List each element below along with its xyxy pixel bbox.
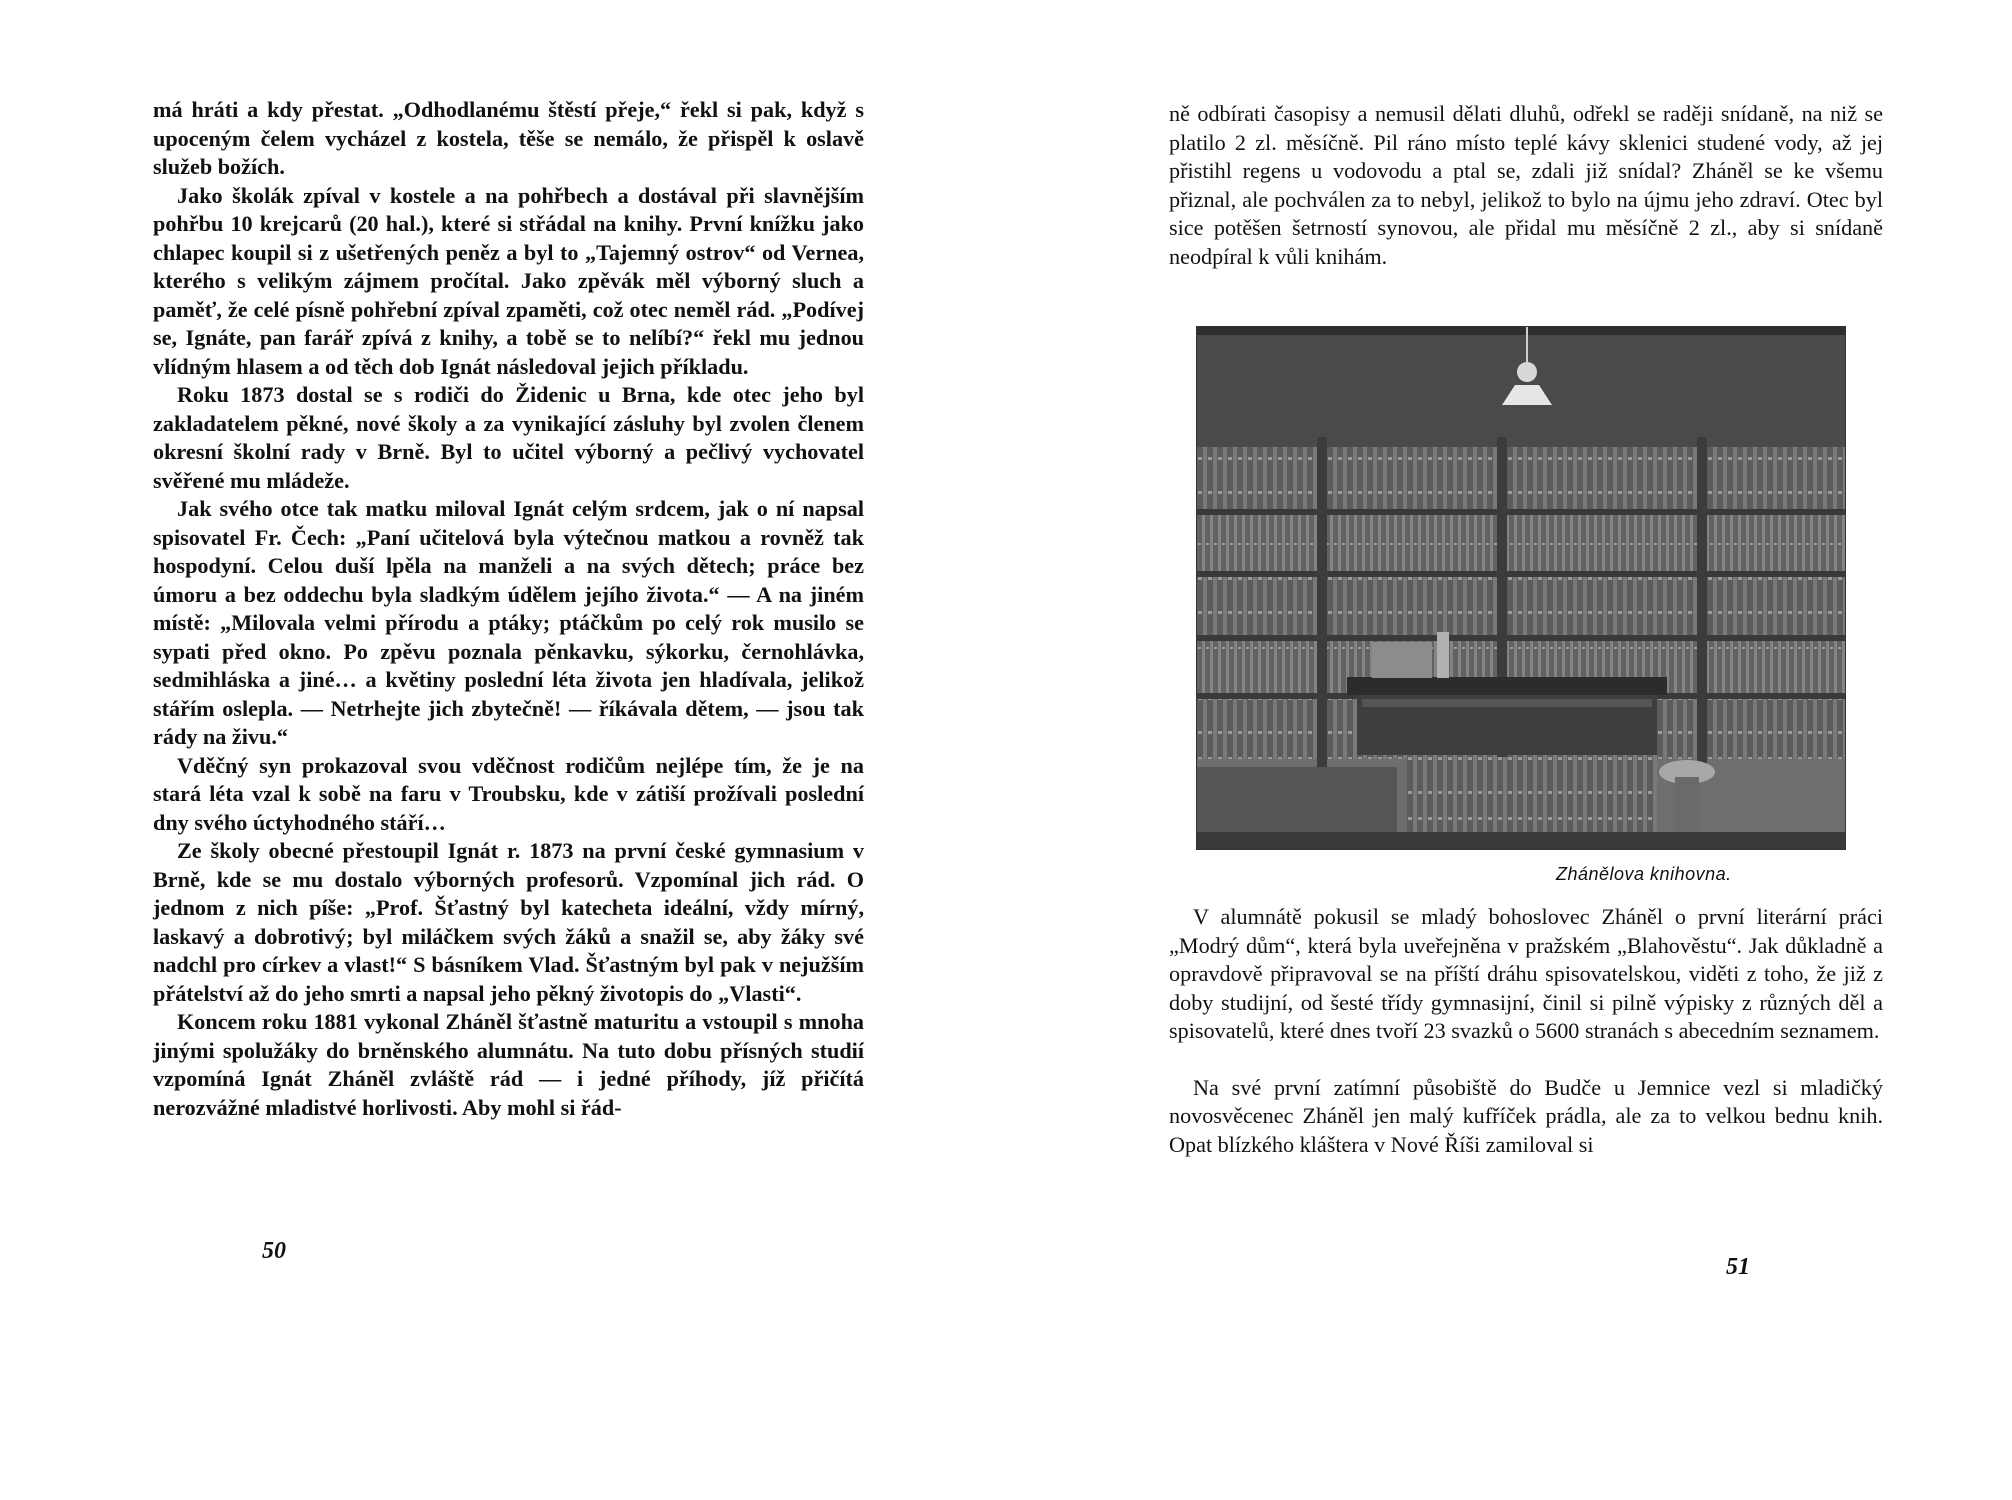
left-page-text xyxy=(153,96,864,1122)
paragraph: Jak svého otce tak matku miloval Ignát celým srdcem, jak o ní napsal spisovatel Fr. Čech: „Paní učitelová byla výtečnou matkou a rovněž tak hospodyní. Celou duší lpěla na manželi a na svých dětech; práce bez úmoru a bez oddechu byla sladkým údělem jejího života.“ — A na jiném místě: „Milovala velmi přírodu a ptáky; ptáčkům po celý rok musilo se sypati před okno. Po zpěvu poznala pěnkavku, sýkorku, černohlávka, sedmihláska a jiné… a květiny poslední léta života jen hladívala, jelikož stářím oslepla. — Netrhejte jich zbytečně! — říkávala dětem, — jsou tak rády na živu.“ xyxy=(153,496,864,749)
paragraph: Vděčný syn prokazoval svou vděčnost rodičům nejlépe tím, že je na stará léta vzal k sobě na faru v Troubsku, kde v zátiší prožívali poslední dny svého úctyhodného stáří… xyxy=(153,752,864,835)
right-page-text-top xyxy=(1169,100,1883,271)
page-number-right: 51 xyxy=(1726,1254,1750,1280)
paragraph: Roku 1873 dostal se s rodiči do Židenic u Brna, kde otec jeho byl zakladatelem pěkné, nové školy a za vynikající zásluhy byl zvolen členem okresní školní rady v Brně. Byl to učitel výborný a pečlivý vychovatel svěřené mu mládeže. xyxy=(153,382,864,493)
paragraph: V alumnátě pokusil se mladý bohoslovec Zháněl o první literární práci „Modrý dům“, která byla uveřejněna v pražském „Blahověstu“. Jak důkladně a opravdově připravoval se na příští dráhu spisovatelskou, viděti z toho, že již z doby studijní, od šesté třídy gymnasijní, činil si pilně výpisky z různých děl a spisovatelů, které dnes tvoří 23 svazků o 5600 stranách s abecedním seznamem. xyxy=(1169,904,1883,1043)
paragraph: Jako školák zpíval v kostele a na pohřbech a dostával při slavnějším pohřbu 10 krejcarů (20 hal.), které si střádal na knihy. První knížku jako chlapec koupil si z ušetřených peněz a byl to „Tajemný ostrov“ od Vernea, kterého s velikým zájmem pročítal. Jako zpěvák měl výborný sluch a paměť, že celé písně pohřební zpíval zpaměti, což otec neměl rád. „Podívej se, Ignáte, pan farář zpívá z knihy, a tobě se to nelíbí?“ řekl mu jednou vlídným hlasem a od těch dob Ignát následoval jejich příkladu. xyxy=(153,182,864,379)
library-photo-illustration xyxy=(1197,327,1845,849)
paragraph: Koncem roku 1881 vykonal Zháněl šťastně maturitu a vstoupil s mnoha jinými spolužáky do brněnského alumnátu. Na tuto dobu přísných studií vzpomíná Ignát Zháněl zvláště rád — i jedné příhody, jíž přičítá nerozvážné mladistvé horlivosti. Aby mohl si řád- xyxy=(153,1009,864,1120)
paragraph: Ze školy obecné přestoupil Ignát r. 1873 na první české gymnasium v Brně, kde se mu dostalo výborných profesorů. Vzpomínal jich rád. O jednom z nich píše: „Prof. Šťastný byl katecheta ideální, vždy mírný, laskavý a dobrotivý; byl miláčkem svých žáků a snažil se, aby žáky své nadchl pro církev a vlast!“ S básníkem Vlad. Šťastným byl pak v nejužším přátelství až do jeho smrti a napsal jeho pěkný životopis do „Vlasti“. xyxy=(153,838,864,1006)
paragraph: ně odbírati časopisy a nemusil dělati dluhů, odřekl se raději snídaně, na niž se platilo 2 zl. měsíčně. Pil ráno místo teplé kávy sklenici studené vody, až jej přistihl regens u vodovodu a ptal se, zdali již snídal? Zháněl se ke všemu přiznal, ale pochválen za to nebyl, jelikož to bylo na újmu jeho zdraví. Otec byl sice potěšen šetrností synovou, ale přidal mu měsíčně 2 zl., aby si snídaně neodpíral k vůli knihám. xyxy=(1169,101,1883,269)
page-number-left: 50 xyxy=(262,1238,286,1264)
right-page-text-bottom xyxy=(1169,903,1883,1159)
paragraph: Na své první zatímní působiště do Budče u Jemnice vezl si mladičký novosvěcenec Zháněl jen malý kufříček prádla, ale za to velkou bednu knih. Opat blízkého kláštera v Nové Říši zamiloval si xyxy=(1169,1074,1883,1157)
right-page xyxy=(1006,0,2012,1500)
paragraph: má hráti a kdy přestat. „Odhodlanému štěstí přeje,“ řekl si pak, když s upoceným čelem vycházel z kostela, těše se nemálo, že přispěl k oslavě služeb božích. xyxy=(153,97,864,179)
photo-caption: Zhánělova knihovna. xyxy=(1556,864,1732,884)
library-photo xyxy=(1196,326,1846,850)
